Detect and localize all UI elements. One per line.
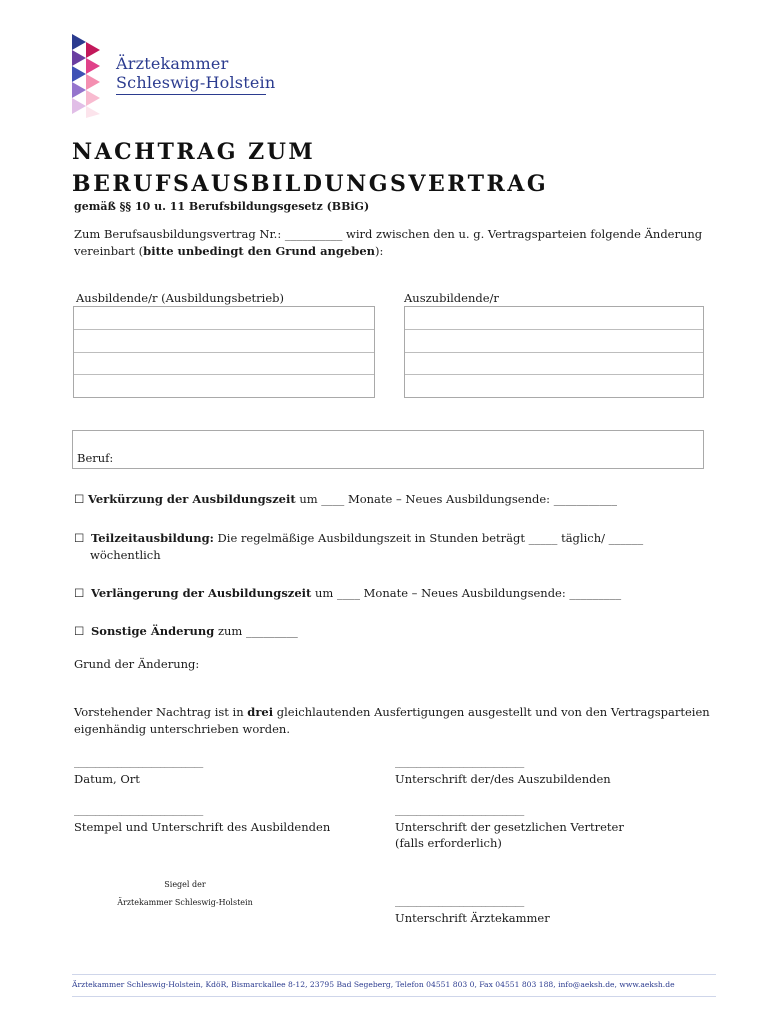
siegel-label: Siegel der Ärztekammer Schleswig-Holstein	[117, 880, 253, 907]
footer-divider-bottom	[72, 996, 716, 997]
intro-paragraph: Zum Berufsausbildungsvertrag Nr.: __________ wird zwischen den u. g. Vertragsparteien folgende Änderung vereinbart (bitte unbedingt den Grund angeben):	[74, 227, 703, 258]
beruf-label: Beruf:	[77, 451, 114, 465]
signature-datum-ort[interactable]: ______________________________ Datum, Ort	[74, 758, 204, 786]
ausbildende-label: Ausbildende/r (Ausbildungsbetrieb)	[76, 291, 284, 305]
grund-label: Grund der Änderung:	[74, 657, 200, 671]
signature-auszubildende[interactable]: ______________________________ Unterschrift der/des Auszubildenden	[395, 758, 611, 786]
logo-icon	[72, 34, 106, 118]
checkbox-icon[interactable]: ☐	[74, 586, 85, 600]
footer-divider-top	[72, 974, 716, 975]
subtitle: gemäß §§ 10 u. 11 Berufsbildungsgesetz (BBiG)	[74, 200, 370, 213]
checkbox-icon[interactable]: ☐	[74, 492, 85, 506]
page-title: NACHTRAG ZUM BERUFSAUSBILDUNGSVERTRAG	[72, 139, 549, 197]
auszubildende-field[interactable]	[404, 306, 704, 398]
checkbox-icon[interactable]: ☐	[74, 624, 85, 638]
logo-text: Ärztekammer Schleswig-Holstein	[116, 54, 276, 92]
footer-address: Ärztekammer Schleswig-Holstein, KdöR, Bismarckallee 8-12, 23795 Bad Segeberg, Telefon 04551 803 0, Fax 04551 803 188, info@aeksh.de, www.aeksh.de	[72, 980, 675, 989]
option-verkuerzung[interactable]: ☐ Verkürzung der Ausbildungszeit um ____ Monate – Neues Ausbildungsende: ___________	[74, 492, 617, 506]
option-verlaengerung[interactable]: ☐ Verlängerung der Ausbildungszeit um ____ Monate – Neues Ausbildungsende: _________	[74, 586, 622, 600]
signature-stempel[interactable]: ______________________________ Stempel und Unterschrift des Ausbildenden	[74, 806, 331, 834]
option-teilzeit[interactable]: ☐ Teilzeitausbildung: Die regelmäßige Ausbildungszeit in Stunden beträgt _____ täglich/ ______ wöchentlich	[74, 531, 644, 562]
checkbox-icon[interactable]: ☐	[74, 531, 85, 545]
option-sonstige[interactable]: ☐ Sonstige Änderung zum _________	[74, 624, 298, 638]
signature-aerztekammer[interactable]: ______________________________ Unterschrift Ärztekammer	[395, 897, 550, 925]
signature-vertreter[interactable]: ______________________________ Unterschrift der gesetzlichen Vertreter (falls erforderlich)	[395, 806, 624, 850]
ausbildende-field[interactable]	[73, 306, 375, 398]
auszubildende-label: Auszubildende/r	[404, 291, 499, 305]
closing-paragraph: Vorstehender Nachtrag ist in drei gleichlautenden Ausfertigungen ausgestellt und von den Vertragsparteien eigenhändig unterschrieben worden.	[74, 705, 710, 736]
beruf-field[interactable]	[72, 430, 704, 469]
logo-underline	[116, 94, 266, 95]
